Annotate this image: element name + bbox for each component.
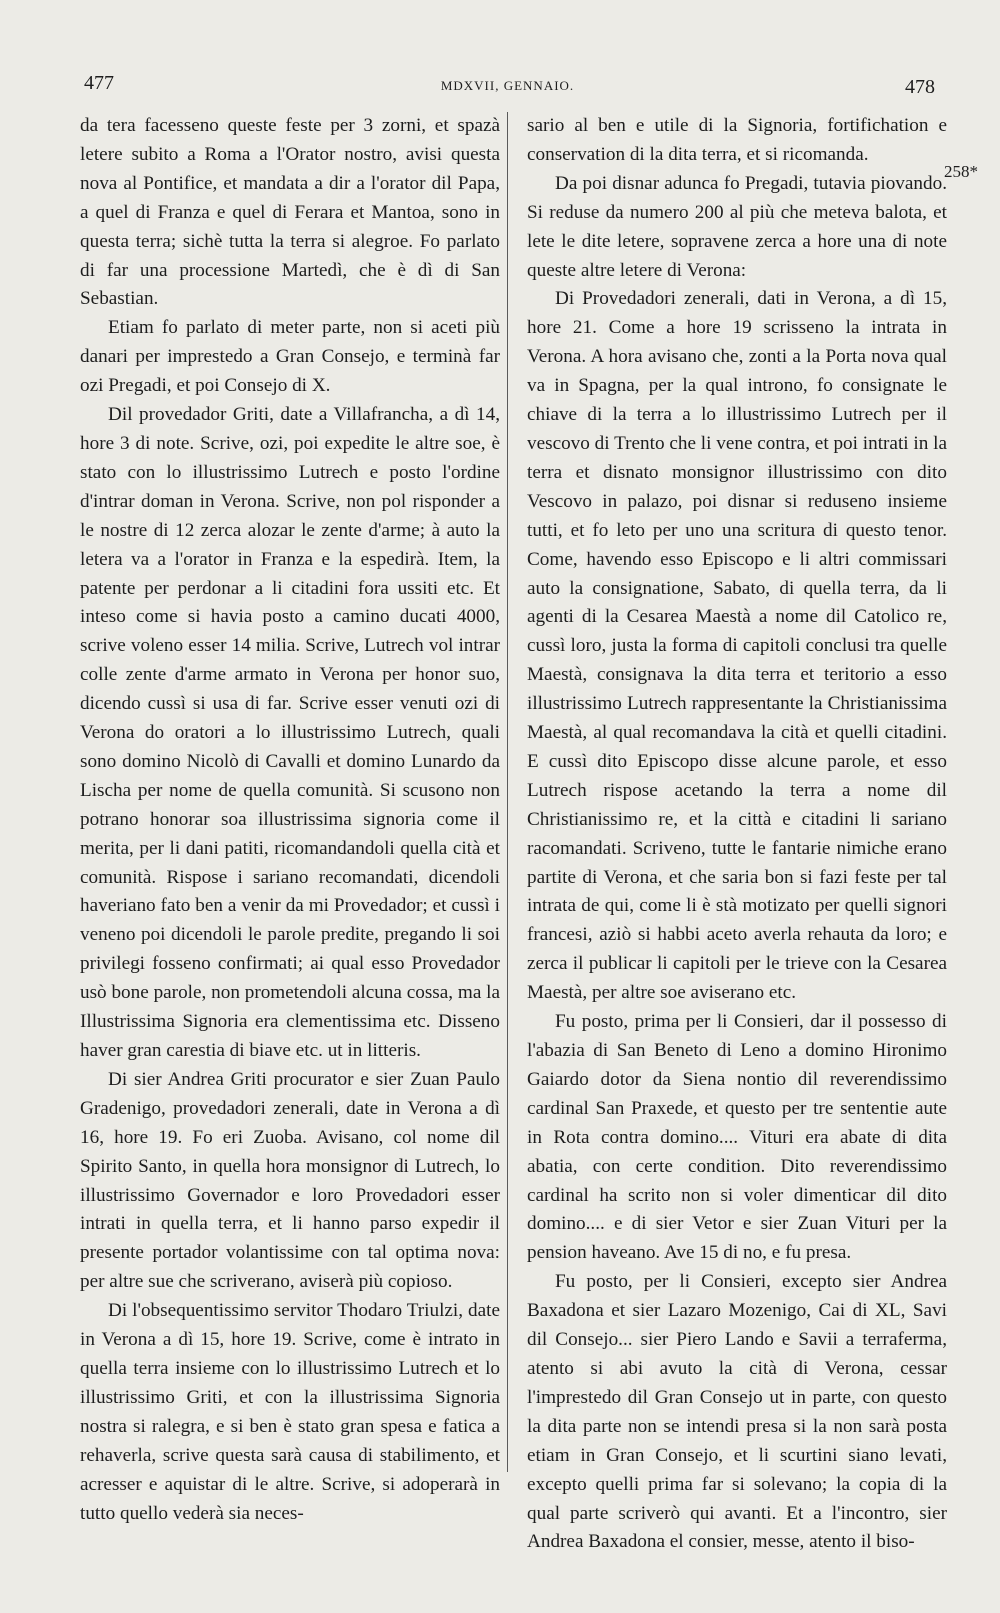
right-column (527, 112, 947, 1557)
paragraph: sario al ben e utile di la Signoria, fortifichation e conservation di la dita terra, et si ricomanda. (527, 115, 947, 165)
page-number-left: 477 (84, 72, 114, 94)
margin-note: 258* (944, 162, 978, 181)
paragraph: Fu posto, prima per li Consieri, dar il possesso di l'abazia di San Beneto di Leno a domino Hironimo Gaiardo dotor da Siena nontio dil reverendissimo cardinal San Praxede, et questo per tre sententie aute in Rota contra domino.... Vituri era abate di dita abatia, con certe condition. Dito reverendissimo cardinal ha scrito non si voler dimenticar dil dito domino.... e di sier Vetor e sier Zuan Vituri per la pension haveano. Ave 15 di no, e fu presa. (527, 1011, 947, 1264)
column-divider (507, 112, 508, 1472)
page-number-right: 478 (905, 76, 935, 98)
paragraph: Da poi disnar adunca fo Pregadi, tutavia piovando. Si reduse da numero 200 al più che meteva balota, et lete le dite letere, sopravene zerca a hore una di note queste altre letere di Verona: (527, 172, 947, 281)
paragraph: Dil provedador Griti, date a Villafrancha, a dì 14, hore 3 di note. Scrive, ozi, poi expedite le altre soe, è stato con lo illustrissimo Lutrech e posto l'ordine d'intrar doman in Verona. Scrive, non pol risponder a le nostre di 12 zerca alozar le zente d'arme; à auto la letera va a l'orator in Franza e la espedirà. Item, la patente per perdonar a li citadini fora ussiti etc. Et inteso come si havia posto a camino ducati 4000, scrive voleno esser 14 milia. Scrive, Lutrech vol intrar colle zente d'arme armato in Verona per honor suo, dicendo cussì si usa di far. Scrive esser venuti ozi di Verona do oratori a lo illustrissimo Lutrech, quali sono domino Nicolò di Cavalli et domino Lunardo da Lischa per nome de quella comunità. Si scusono non potrano honorar soa illustrissima signoria come il merita, per li dani patiti, ricomandandoli quella cità et comunità. Rispose i sariano recomandati, dicendoli haveriano fato ben a venir da mi Provedador; et cussì i veneno poi dicendoli le parole predite, pregando li soi privilegi fosseno confirmati; ai qual esso Provedador usò bone parole, non prometendoli alcuna cossa, ma la Illustrissima Signoria era clementissima etc. Disseno haver gran carestia di biave etc. ut in litteris. (80, 404, 500, 1061)
left-column (80, 112, 500, 1528)
running-header (80, 72, 935, 102)
paragraph: Fu posto, per li Consieri, excepto sier Andrea Baxadona et sier Lazaro Mozenigo, Cai di XL, Savi dil Consejo... sier Piero Lando e Savii a terraferma, atento si abi avuto la cità di Verona, cessar l'imprestedo dil Gran Consejo ut in parte, con questo la dita parte non se intendi presa si la non sarà posta etiam in Gran Consejo, et li scurtini siano levati, excepto quelli prima far si solevano; la copia di la qual parte scriverò qui avanti. Et a l'incontro, sier Andrea Baxadona el consier, messe, atento il biso- (527, 1271, 947, 1553)
paragraph: Di l'obsequentissimo servitor Thodaro Triulzi, date in Verona a dì 15, hore 19. Scrive, come è intrato in quella terra insieme con lo illustrissimo Lutrech et lo illustrissimo Griti, et con la illustrissima Signoria nostra si ralegra, e si ben è stato gran spesa e fatica a rehaverla, scrive questa sarà causa di stabilimento, et acresser e aquistar di le altre. Scrive, si adoperarà in tutto quello vederà sia neces- (80, 1300, 500, 1524)
paragraph: da tera facesseno queste feste per 3 zorni, et spazà letere subito a Roma a l'Orator nostro, avisi questa nova al Pontifice, et mandata a dir a l'orator dil Papa, a quel di Franza e quel di Ferara et Mantoa, sono in questa terra; sichè tutta la terra si alegroe. Fo parlato di far una processione Martedì, che è dì di San Sebastian. (80, 115, 500, 310)
header-title: MDXVII, GENNAIO. (440, 78, 575, 93)
paragraph: Etiam fo parlato di meter parte, non si aceti più danari per imprestedo a Gran Consejo, e terminà far ozi Pregadi, et poi Consejo di X. (80, 317, 500, 397)
paragraph: Di sier Andrea Griti procurator e sier Zuan Paulo Gradenigo, provedadori zenerali, date in Verona a dì 16, hore 19. Fo eri Zuoba. Avisano, col nome dil Spirito Santo, in quella hora monsignor di Lutrech, lo illustrissimo Governador e loro Provedadori esser intrati in quella terra, et li hanno parso expedir il presente portador volantissime con tal optima nova: per altre sue che scriverano, aviserà più copioso. (80, 1068, 500, 1293)
paragraph: Di Provedadori zenerali, dati in Verona, a dì 15, hore 21. Come a hore 19 scrisseno la intrata in Verona. A hora avisano che, zonti a la Porta nova qual va in Spagna, per la qual introno, fo consignate le chiave di la terra a lo illustrissimo Lutrech per il vescovo di Trento che li vene contra, et poi intrati in la terra et disnato monsignor illustrissimo con dito Vescovo in palazo, poi disnar si reduseno insieme tutti, et fo leto per uno una scritura di questo tenor. Come, havendo esso Episcopo e li altri commissari auto la consignatione, Sabato, di quella terra, da li agenti di la Cesarea Maestà a nome dil Catolico re, cussì loro, justa la forma di capitoli conclusi tra quelle Maestà, consignava la dita terra et teritorio a esso illustrissimo Lutrech rappresentante la Christianissima Maestà, al qual recomandava la cità et quelli citadini. E cussì dito Episcopo disse alcune parole, et esso Lutrech rispose acetando la terra a nome dil Christianissimo re, et la città e citadini li sariano racomandati. Scriveno, tutte le fantarie nimiche erano partite di Verona, et che saria bon si fazi feste per tal intrata de qui, come li è stà motizato per quelli signori francesi, aziò si habbi aceto averla rehauta da loro; e zerca il publicar li capitoli per le trieve con la Cesarea Maestà, per altre soe aviserano etc. (527, 288, 947, 1004)
